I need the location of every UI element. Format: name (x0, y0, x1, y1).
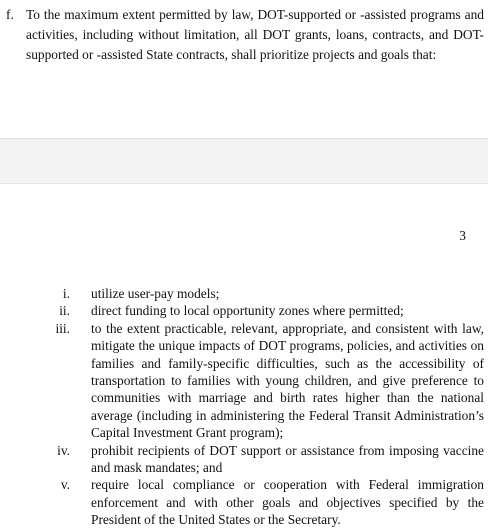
list-item-numeral: iii. (55, 320, 70, 336)
list-item-text: utilize user-pay models; (91, 286, 220, 301)
list-item-numeral: i. (62, 286, 70, 301)
list-item-text: to the extent practicable, relevant, appropriate, and consistent with law, mitigate the unique impacts of DOT programs, policies, and activities on families and family-specific difficulties, such as the accessibility of transportation to families with young children, and give preference to communities with marriage and birth rates higher than the national average (including in administering the Federal Transit Administration’s Capital Investment Grant program); (91, 320, 484, 441)
list-item (0, 320, 488, 442)
page-separator (0, 138, 488, 184)
list-item (0, 285, 488, 302)
page-number: 3 (459, 228, 466, 243)
list-item-text: direct funding to local opportunity zones where permitted; (91, 303, 404, 319)
list-item-text: require local compliance or cooperation with Federal immigration enforcement and with other goals and objectives specified by the President of the United States or the Secretary. (91, 477, 484, 528)
list-item-numeral: ii. (59, 303, 70, 319)
list-item-numeral: v. (60, 477, 70, 493)
document-page-top (0, 0, 488, 138)
paragraph-text: To the maximum extent permitted by law, DOT-supported or -assisted programs and activities, including without limitation, all DOT grants, loans, contracts, and DOT-supported or -assisted State contracts, shall prioritize projects and goals that: (26, 7, 484, 62)
paragraph-f (6, 5, 484, 65)
list-item (0, 302, 488, 319)
list-item (0, 476, 488, 528)
list-item (0, 442, 488, 477)
list-item-numeral: iv. (57, 442, 70, 458)
paragraph-marker: f. (6, 7, 14, 22)
list-item-text: prohibit recipients of DOT support or assistance from imposing vaccine and mask mandates; and (91, 442, 484, 476)
numbered-list (0, 285, 488, 529)
